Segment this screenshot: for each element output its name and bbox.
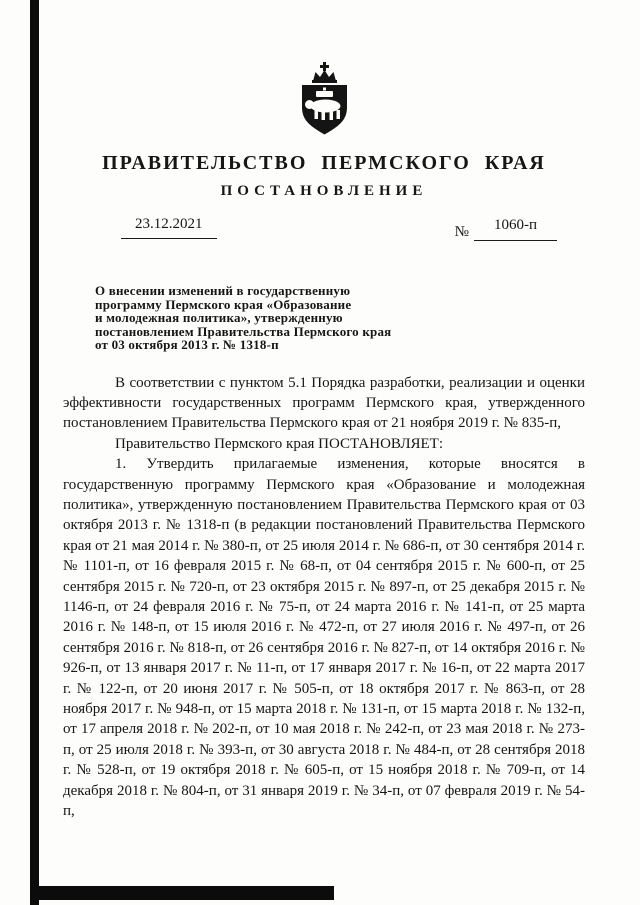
subject-line: постановлением Правительства Пермского края (95, 323, 392, 339)
doc-number: 1060-п (474, 217, 557, 241)
doc-date: 23.12.2021 (121, 216, 217, 239)
doc-type-title: ПОСТАНОВЛЕНИЕ (220, 183, 428, 199)
subject-line: от 03 октября 2013 г. № 1318-п (95, 337, 279, 352)
date-number-row (63, 216, 585, 246)
subject-line: программу Пермского края «Образование (95, 296, 352, 312)
document-content (63, 0, 585, 905)
body-paragraph: В соответствии с пунктом 5.1 Порядка разработки, реализации и оценки эффективности государственных программ Пермского края, утвержденного постановлением Правительства Пермского края от 21 ноября 2019 г. № 835-п, (63, 374, 585, 432)
subject-heading (95, 284, 585, 352)
perm-krai-coat-of-arms-icon (296, 60, 352, 138)
number-sign: № (454, 224, 469, 240)
body-paragraph: Правительство Пермского края ПОСТАНОВЛЯЕТ: (115, 435, 444, 452)
subject-line: О внесении изменений в государственную (95, 283, 351, 298)
doc-number-block (455, 216, 557, 241)
body-paragraph: 1. Утвердить прилагаемые изменения, которые вносятся в государственную программу Пермского края «Образование и молодежная политика», утвержденную постановлением Правительства Пермского края от 03 октября 2013 г. № 1318-п (в редакции постановлений Правительства Пермского края от 21 мая 2014 г. № 380-п, от 25 июля 2014 г. № 686-п, от 30 сентября 2014 г. № 1101-п, от 16 февраля 2015 г. № 68-п, от 04 сентября 2015 г. № 600-п, от 25 сентября 2015 г. № 720-п, от 23 октября 2015 г. № 897-п, от 25 декабря 2015 г. № 1146-п, от 24 февраля 2016 г. № 75-п, от 24 марта 2016 г. № 141-п, от 25 марта 2016 г. № 148-п, от 15 июля 2016 г. № 472-п, от 27 июля 2016 г. № 497-п, от 26 сентября 2016 г. № 818-п, от 26 сентября 2016 г. № 827-п, от 14 октября 2016 г. № 926-п, от 13 января 2017 г. № 11-п, от 17 января 2017 г. № 16-п, от 22 марта 2017 г. № 122-п, от 20 июня 2017 г. № 505-п, от 18 октября 2017 г. № 863-п, от 28 ноября 2017 г. № 948-п, от 15 марта 2018 г. № 131-п, от 15 марта 2018 г. № 132-п, от 17 апреля 2018 г. № 202-п, от 10 мая 2018 г. № 242-п, от 23 мая 2018 г. № 273-п, от 25 июля 2018 г. № 393-п, от 30 августа 2018 г. № 484-п, от 28 сентября 2018 г. № 528-п, от 19 октября 2018 г. № 605-п, от 15 ноября 2018 г. № 709-п, от 14 декабря 2018 г. № 804-п, от 31 января 2019 г. № 34-п, от 07 февраля 2019 г. № 54-п, (63, 456, 585, 820)
org-name-title: ПРАВИТЕЛЬСТВО ПЕРМСКОГО КРАЯ (102, 152, 546, 174)
scan-edge-vertical-bar (30, 0, 39, 905)
body-text (63, 373, 585, 822)
subject-line: и молодежная политика», утвержденную (95, 310, 343, 325)
